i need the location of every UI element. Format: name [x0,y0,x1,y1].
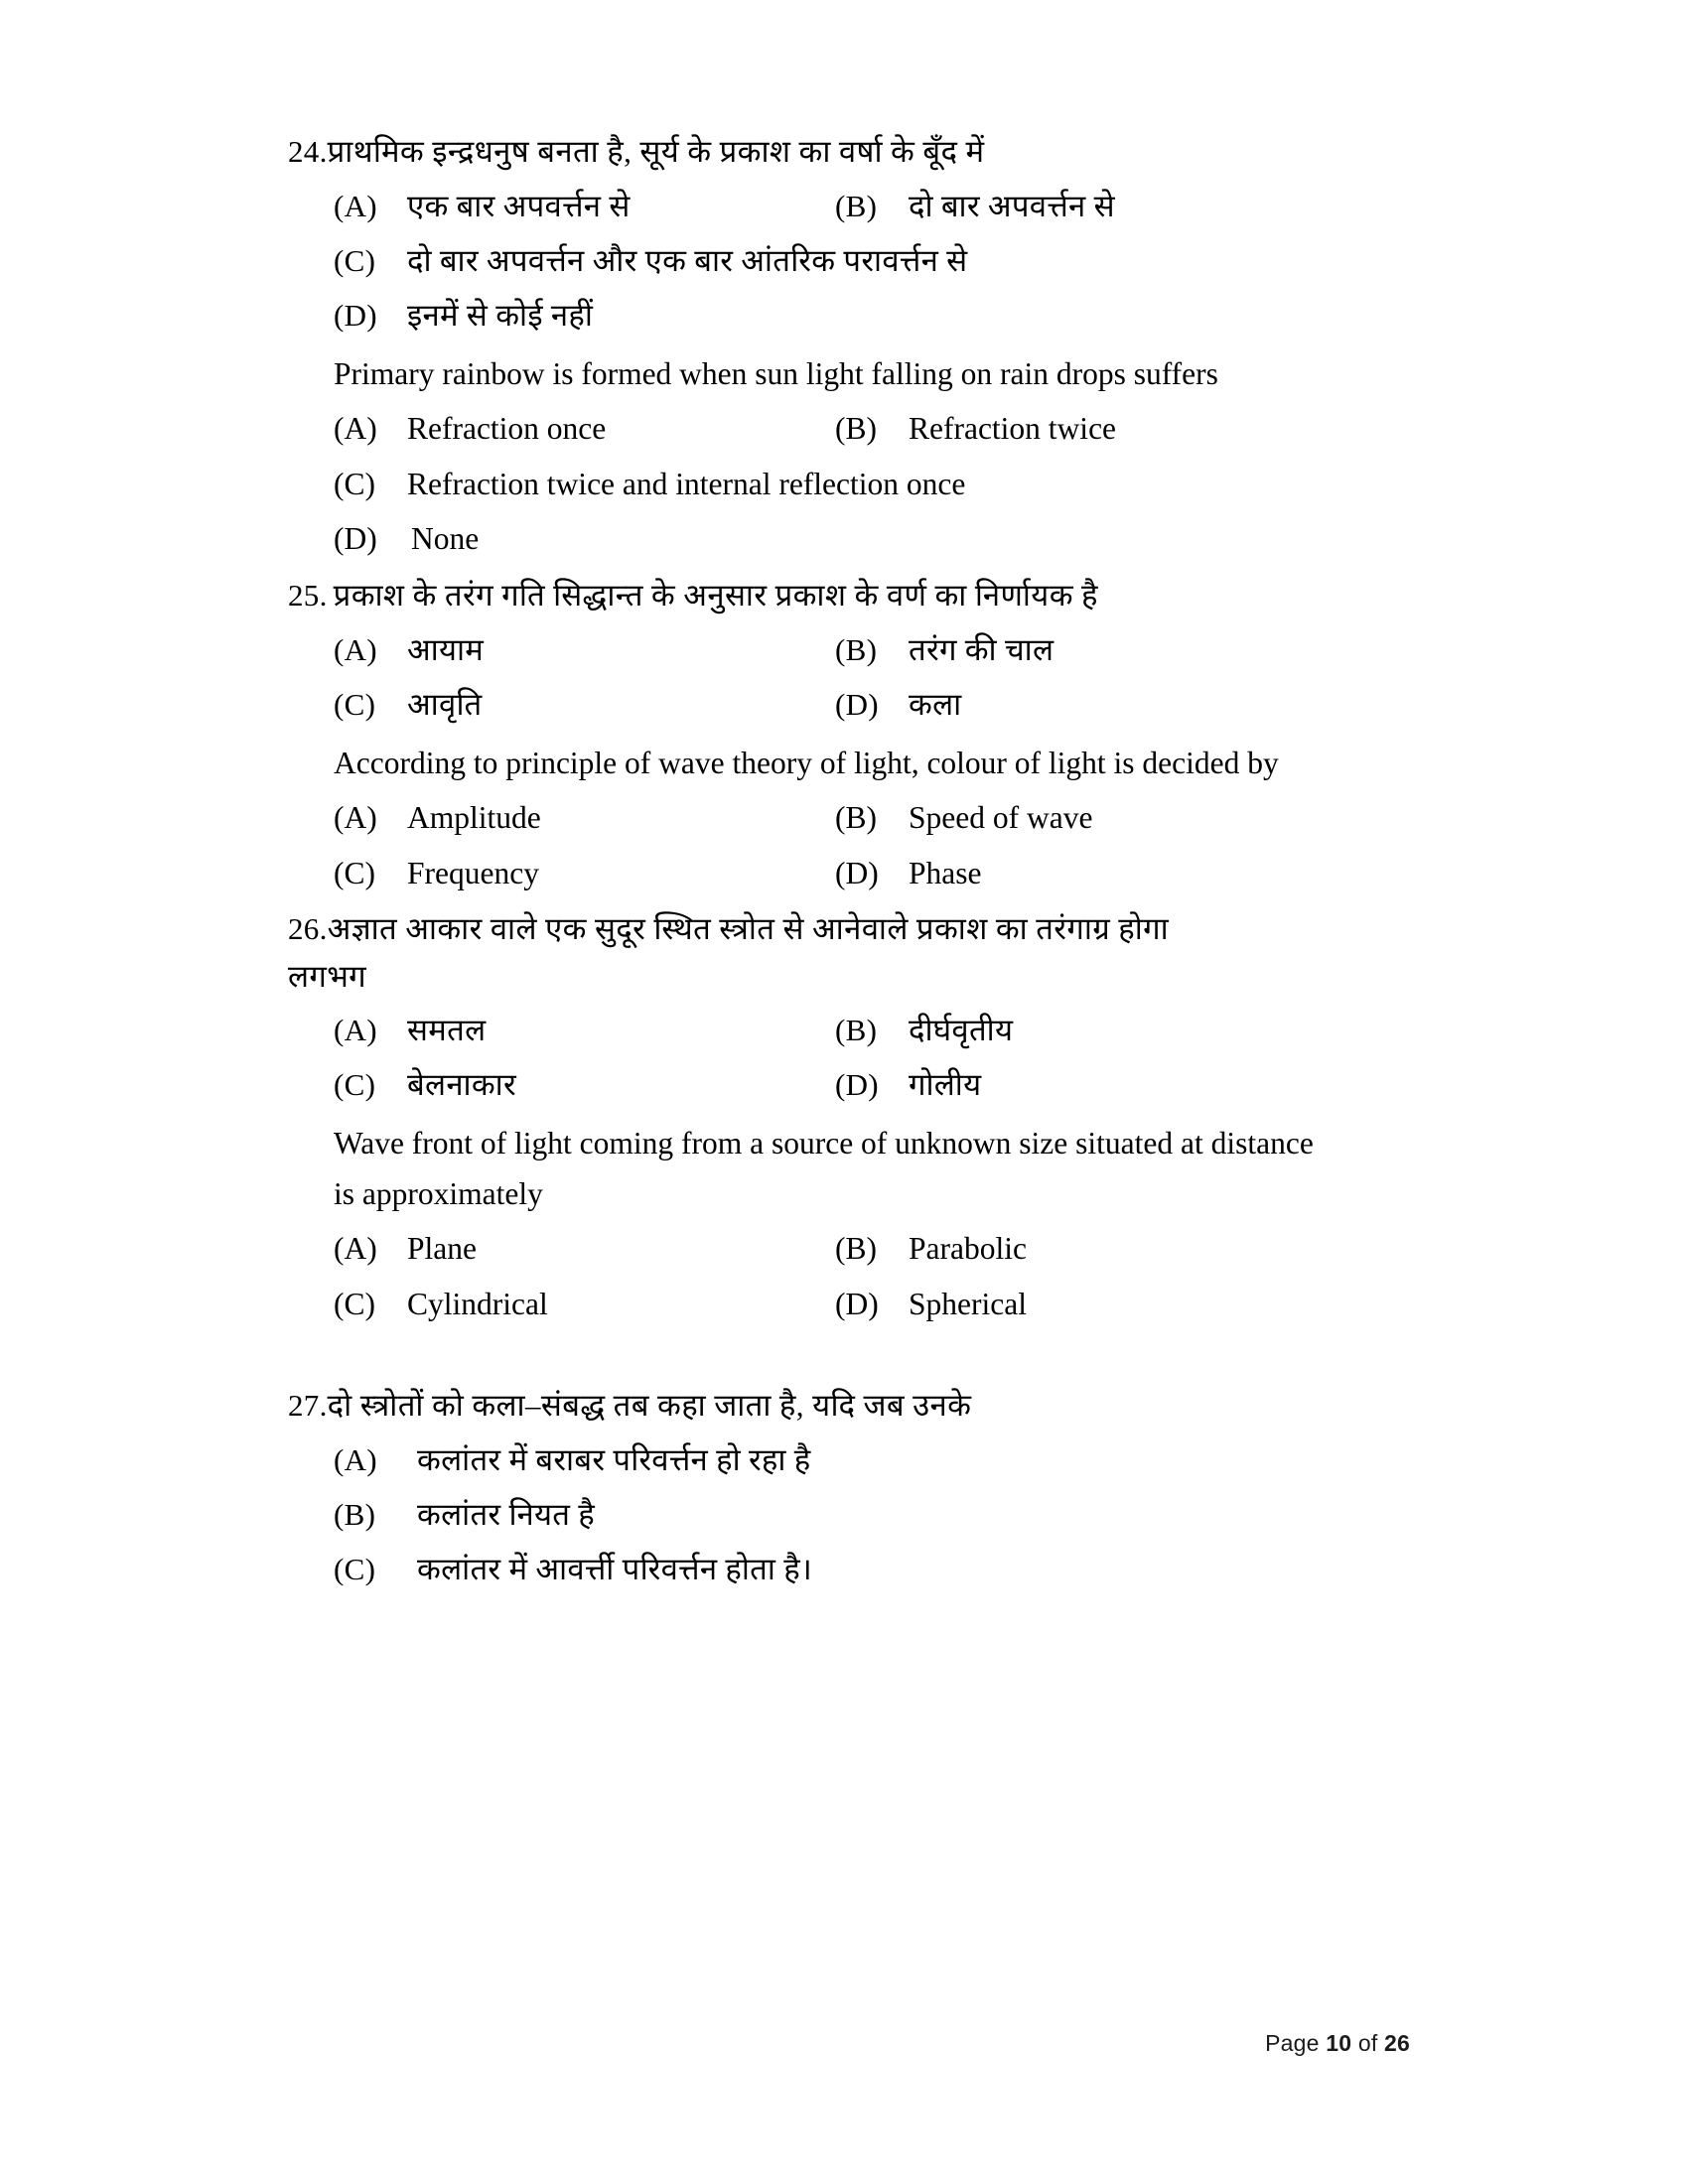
question-27-hindi-options-row-2 [288,1493,1410,1537]
question-25-stem-hindi-text: प्रकाश के तरंग गति सिद्धान्त के अनुसार प्रकाश के वर्ण का निर्णायक है [333,578,1098,614]
option-text: कलांतर में आवर्त्ती परिवर्त्तन होता है। [417,1552,813,1587]
question-26-english-options-row-2 [288,1283,1410,1327]
option-text: दो बार अपवर्त्तन और एक बार आंतरिक परावर्त्तन से [407,242,968,278]
question-25-option-c-english[interactable] [334,852,835,896]
question-26-option-a-english[interactable] [334,1227,835,1272]
option-label: (B) [334,1497,376,1533]
question-26-hindi-options-row-1 [288,1009,1410,1052]
option-text: Phase [909,855,982,890]
question-26 [288,906,1410,1326]
option-label: (C) [334,1066,376,1102]
question-25-english-options-row-2 [288,852,1410,896]
question-26-stem-hindi [288,906,1410,952]
question-26-stem-hindi-text: अज्ञात आकार वाले एक सुदूर स्थित स्त्रोत से आनेवाले प्रकाश का तरंगाग्र होगा [327,911,1170,947]
option-text: आयाम [407,631,485,667]
option-label: (A) [334,1012,377,1047]
question-24-option-d-hindi[interactable] [334,294,1410,338]
option-label: (C) [334,1552,376,1587]
footer-current-page: 10 [1326,2030,1352,2056]
option-label: (A) [334,800,377,836]
question-27 [288,1383,1410,1591]
question-27-option-b-hindi[interactable] [334,1493,1410,1537]
option-label: (A) [334,1230,377,1266]
question-27-stem-hindi [288,1383,1410,1429]
question-27-hindi-options-row-3 [288,1548,1410,1591]
question-24-stem-hindi [288,129,1410,175]
option-label: (C) [334,242,376,278]
question-24-option-b-hindi[interactable] [835,185,1410,228]
option-label: (A) [334,1442,377,1478]
option-label: (C) [334,1286,375,1321]
option-label: (D) [835,686,879,722]
option-label: (D) [835,1066,879,1102]
question-25-stem-english: According to principle of wave theory of light, colour of light is decided by [334,746,1279,780]
option-text: Refraction twice [909,410,1117,446]
option-label: (A) [334,410,377,446]
option-label: (B) [835,188,878,223]
question-25-option-c-hindi[interactable] [334,683,835,727]
question-24 [288,129,1410,562]
footer-middle: of [1357,2030,1378,2056]
question-26-stem-hindi-continued: लगभग [288,959,366,995]
option-text: समतल [407,1012,487,1047]
question-24-number: 24. [288,134,328,169]
option-text: Cylindrical [407,1286,548,1321]
option-text: इनमें से कोई नहीं [407,297,594,333]
question-26-english-options-row-1 [288,1227,1410,1272]
option-label: (A) [334,188,377,223]
question-24-option-d-english[interactable] [334,517,1410,562]
option-text: गोलीय [909,1066,982,1102]
section-spacer [288,1337,1410,1383]
option-text: Frequency [407,855,539,890]
option-label: (D) [835,855,879,890]
option-label: (B) [835,1230,877,1266]
option-text: कलांतर में बराबर परिवर्त्तन हो रहा है [417,1442,811,1478]
question-24-option-a-hindi[interactable] [334,185,835,228]
question-25-hindi-options-row-2 [288,683,1410,727]
question-25-option-a-hindi[interactable] [334,628,835,672]
question-26-number: 26. [288,911,328,947]
option-label: (B) [835,631,878,667]
footer-total-pages: 26 [1384,2030,1410,2056]
question-25-hindi-options-row-1 [288,628,1410,672]
option-text: दो बार अपवर्त्तन से [909,188,1115,223]
option-label: (D) [334,521,377,557]
option-label: (C) [334,855,375,890]
question-25-english-options-row-1 [288,796,1410,841]
option-text: तरंग की चाल [909,631,1055,667]
question-24-hindi-options-row-3 [288,294,1410,338]
question-25-option-a-english[interactable] [334,796,835,841]
footer-prefix: Page [1265,2030,1320,2056]
option-text: Refraction once [407,410,607,446]
question-27-option-c-hindi[interactable] [334,1548,1410,1591]
option-text: Speed of wave [909,800,1093,836]
question-27-number: 27. [288,1388,328,1424]
option-text: None [411,521,480,557]
option-label: (B) [835,1012,878,1047]
question-26-option-c-english[interactable] [334,1283,835,1327]
question-24-english-options-row-1 [288,407,1410,452]
question-27-hindi-options-row-1 [288,1438,1410,1482]
question-24-stem-hindi-text: प्राथमिक इन्द्रधनुष बनता है, सूर्य के प्रकाश का वर्षा के बूँद में [327,134,985,169]
question-24-stem-english: Primary rainbow is formed when sun light falling on rain drops suffers [334,355,1218,391]
question-26-option-a-hindi[interactable] [334,1009,835,1052]
option-label: (C) [334,686,376,722]
question-24-english-options-row-2 [288,463,1410,507]
option-text: Plane [407,1230,477,1266]
option-label: (B) [835,410,877,446]
page-footer [1265,2030,1410,2057]
option-text: दीर्घवृतीय [909,1012,1014,1047]
question-26-option-c-hindi[interactable] [334,1063,835,1107]
option-text: Refraction twice and internal reflection once [407,466,966,501]
option-text: Parabolic [909,1230,1027,1266]
option-text: बेलनाकार [407,1066,516,1102]
question-26-option-d-hindi[interactable] [835,1063,1410,1107]
question-25 [288,573,1410,895]
question-24-option-b-english[interactable] [835,407,1410,452]
option-text: कला [909,686,962,722]
question-24-option-a-english[interactable] [334,407,835,452]
option-text: Amplitude [407,800,541,836]
question-26-option-b-hindi[interactable] [835,1009,1410,1052]
question-24-hindi-options-row-2 [288,239,1410,283]
option-label: (A) [334,631,377,667]
question-27-option-a-hindi[interactable] [334,1438,1410,1482]
question-25-number: 25. [288,578,328,614]
option-label: (D) [334,297,377,333]
question-25-option-d-english[interactable] [835,852,1410,896]
question-24-option-c-hindi[interactable] [334,239,1410,283]
option-label: (D) [835,1286,879,1321]
page-content [288,129,1410,1591]
question-25-option-d-hindi[interactable] [835,683,1410,727]
question-25-option-b-hindi[interactable] [835,628,1410,672]
question-26-stem-english: Wave front of light coming from a source of unknown size situated at distance is approximately [334,1125,1314,1211]
question-26-option-d-english[interactable] [835,1283,1410,1327]
option-label: (B) [835,800,877,836]
question-24-english-options-row-3 [288,517,1410,562]
option-label: (C) [334,466,375,501]
option-text: आवृति [407,686,483,722]
option-text: कलांतर नियत है [417,1497,596,1533]
option-text: Spherical [909,1286,1027,1321]
question-24-option-c-english[interactable] [334,463,1410,507]
question-25-option-b-english[interactable] [835,796,1410,841]
option-text: एक बार अपवर्त्तन से [407,188,631,223]
question-26-option-b-english[interactable] [835,1227,1410,1272]
question-24-hindi-options-row-1 [288,185,1410,228]
question-26-hindi-options-row-2 [288,1063,1410,1107]
question-27-stem-hindi-text: दो स्त्रोतों को कला–संबद्ध तब कहा जाता है, यदि जब उनके [327,1388,972,1424]
question-25-stem-hindi [288,573,1410,618]
